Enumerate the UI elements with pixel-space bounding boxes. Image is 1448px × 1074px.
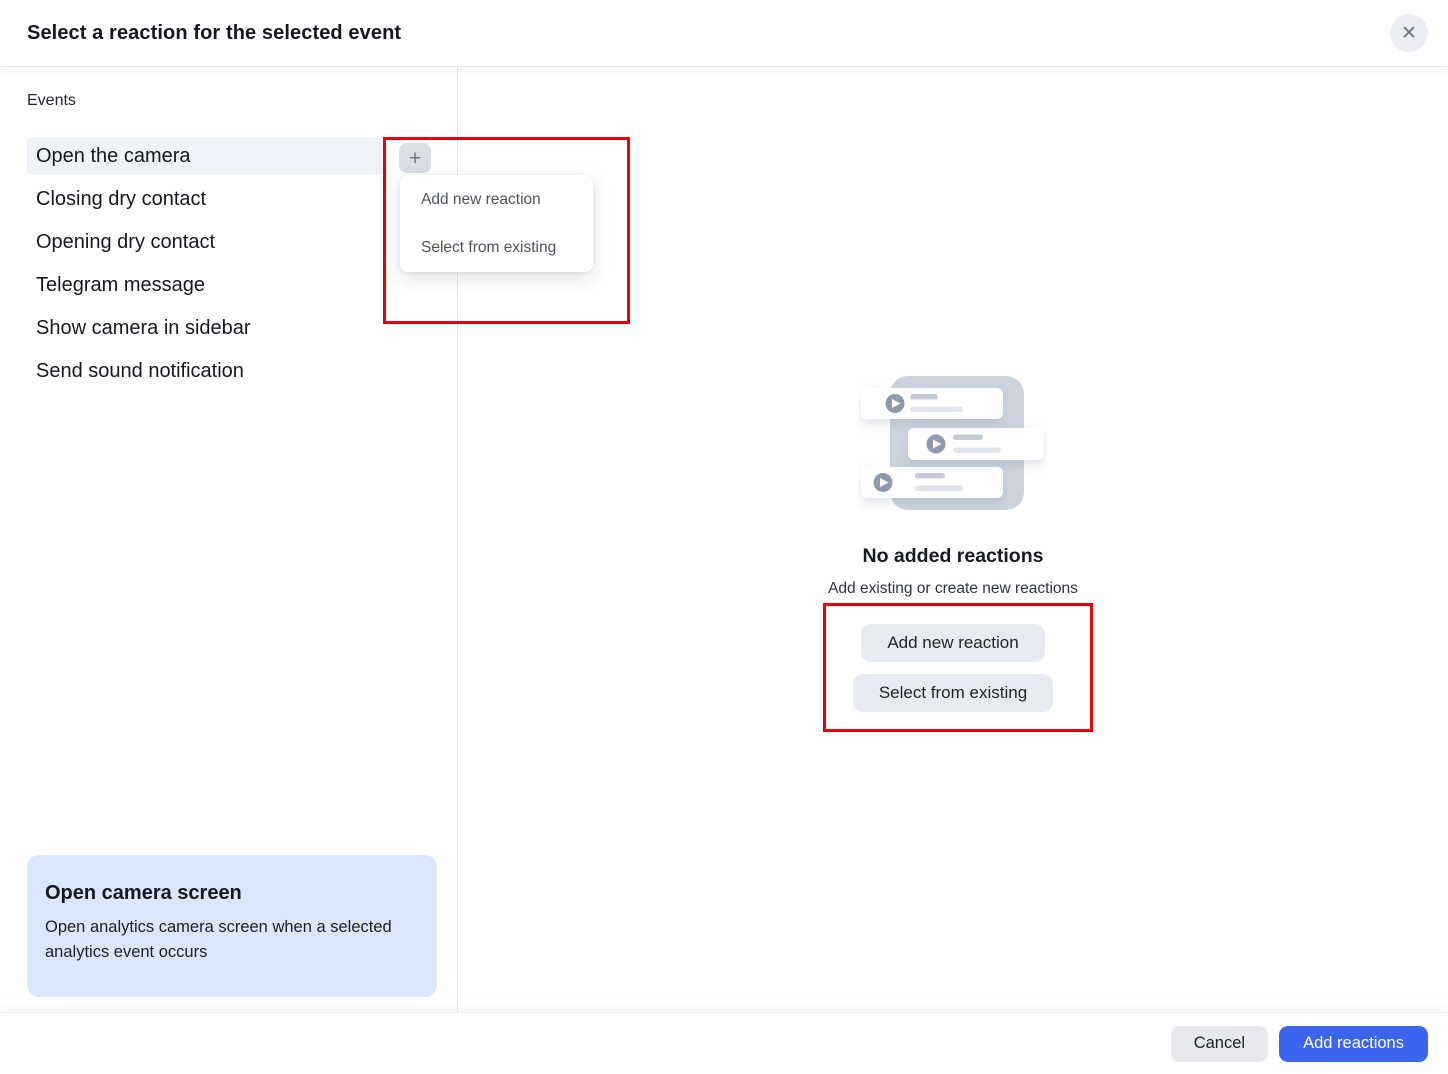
- add-reactions-button[interactable]: Add reactions: [1279, 1026, 1428, 1062]
- plus-icon: +: [408, 146, 422, 170]
- page-title: Select a reaction for the selected event: [27, 21, 402, 44]
- menu-item-select-from-existing[interactable]: Select from existing: [421, 238, 557, 256]
- event-item-open-the-camera[interactable]: Open the camera: [27, 137, 383, 175]
- modal-footer: [0, 1012, 1448, 1074]
- event-item-opening-dry-contact[interactable]: Opening dry contact: [36, 231, 215, 253]
- reactions-illustration: [858, 372, 1048, 512]
- event-item-telegram-message[interactable]: Telegram message: [36, 274, 205, 296]
- add-reaction-plus-button[interactable]: [399, 143, 431, 173]
- event-info-card-description: Open analytics camera screen when a selected analytics event occurs: [45, 918, 392, 961]
- cancel-button[interactable]: Cancel: [1171, 1026, 1268, 1062]
- close-button[interactable]: [1390, 14, 1428, 52]
- empty-state-title: No added reactions: [862, 545, 1044, 567]
- empty-state: [458, 372, 1448, 712]
- event-info-card-title: Open camera screen: [45, 882, 242, 904]
- reaction-context-menu: [400, 175, 593, 272]
- event-list: [0, 137, 457, 390]
- empty-state-subtitle: Add existing or create new reactions: [828, 580, 1078, 597]
- select-from-existing-button[interactable]: Select from existing: [853, 674, 1053, 712]
- event-item-closing-dry-contact[interactable]: Closing dry contact: [36, 188, 207, 210]
- close-icon: ✕: [1401, 22, 1417, 44]
- event-item-send-sound-notification[interactable]: Send sound notification: [36, 360, 244, 382]
- events-panel: [0, 67, 458, 1012]
- event-item-show-camera-in-sidebar[interactable]: Show camera in sidebar: [36, 317, 251, 339]
- events-panel-label: Events: [27, 92, 76, 109]
- menu-item-add-new-reaction[interactable]: Add new reaction: [421, 190, 541, 208]
- modal-header: [0, 0, 1448, 67]
- add-new-reaction-button[interactable]: Add new reaction: [861, 624, 1044, 662]
- event-info-card: [27, 855, 437, 997]
